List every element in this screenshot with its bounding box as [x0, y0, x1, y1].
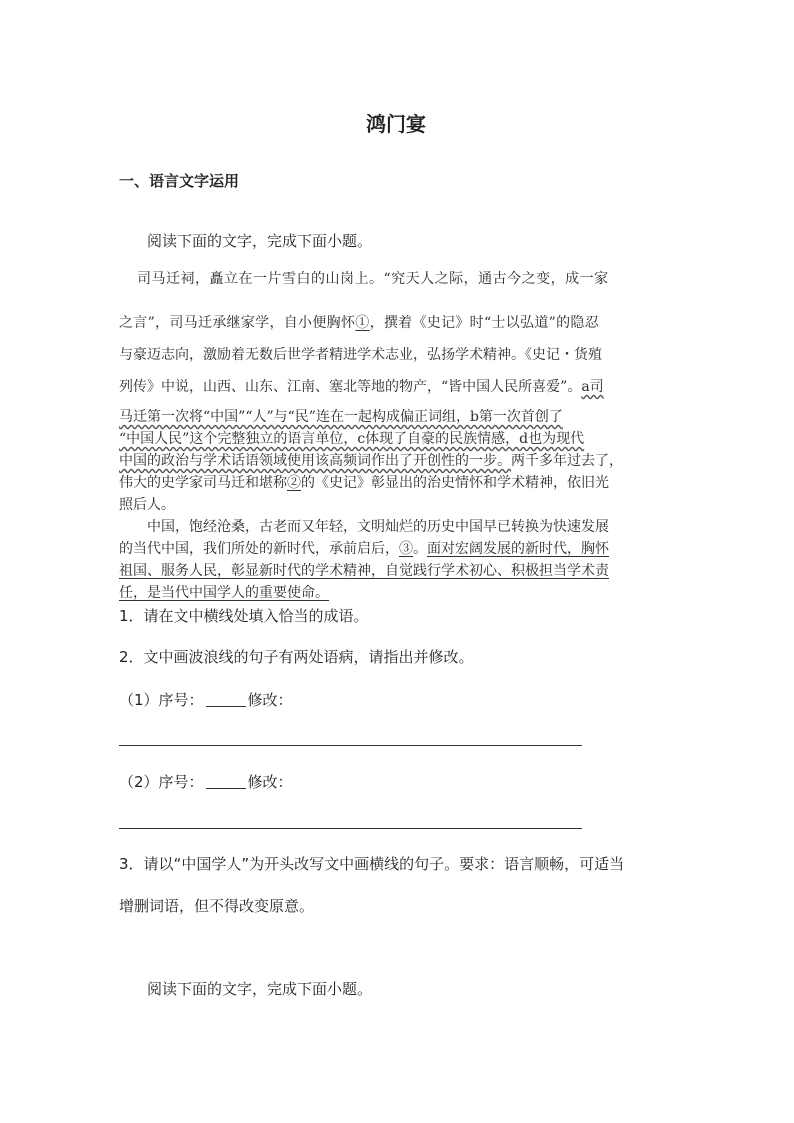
underlined-sentence: 面对宏阔发展的新时代，胸怀: [427, 541, 609, 557]
section-heading: 一、语言文字运用: [119, 172, 240, 190]
passage-text: 的《史记》彰显出的治史情怀和学术精神，依旧光: [301, 475, 609, 491]
blank-2-marker: ②: [287, 475, 301, 491]
passage-line-10: 中国，饱经沧桑，古老而又年轻，文明灿烂的历史中国早已转换为快速发展: [147, 519, 609, 535]
blank-1-marker: ①: [355, 315, 370, 331]
passage-line-6-wavy: “中国人民”这个完整独立的语言单位，c体现了自豪的民族情感，d也为现代: [119, 431, 585, 447]
serial-answer-blank-1[interactable]: [206, 691, 246, 707]
wavy-sentence: a司: [581, 379, 604, 395]
passage-text: 列传》中说，山西、山东、江南、塞北等地的物产，“皆中国人民所喜爱”。: [119, 379, 582, 395]
passage-line-11: [119, 538, 609, 558]
passage-line-13-underlined: 任，是当代中国学人的重要使命。: [119, 585, 329, 601]
passage-text: 伟大的史学家司马迁和堪称: [119, 475, 287, 491]
reading-instruction-2: 阅读下面的文字，完成下面小题。: [147, 980, 373, 998]
modify-label: 修改：: [247, 691, 293, 709]
passage-text: 。: [413, 541, 427, 557]
question-1: 1．请在文中横线处填入恰当的成语。: [119, 607, 369, 625]
question-3-line-2: 增删词语，但不得改变原意。: [119, 897, 315, 915]
passage-text: ，撰着《史记》时“士以弘道”的隐忍: [369, 315, 599, 331]
q2-item-1: [119, 689, 293, 710]
q2-item-2: [119, 771, 293, 792]
passage-line-7: [119, 450, 623, 470]
passage-line-4: [119, 376, 604, 396]
passage-line-9: 照后人。: [119, 497, 175, 513]
passage-text: 的当代中国，我们所处的新时代，承前启后，: [119, 541, 399, 557]
reading-instruction-1: 阅读下面的文字，完成下面小题。: [147, 232, 373, 250]
page-title: 鸿门宴: [366, 112, 426, 136]
answer-line-2[interactable]: [119, 828, 582, 829]
passage-text: 之言”，司马迁承继家学，自小便胸怀: [119, 315, 356, 331]
serial-label: （2）序号：: [119, 773, 204, 791]
answer-line-1[interactable]: [119, 745, 582, 746]
serial-label: （1）序号：: [119, 691, 204, 709]
serial-answer-blank-2[interactable]: [206, 773, 246, 789]
passage-line-2: [119, 312, 599, 332]
blank-3-marker: ③: [399, 541, 413, 557]
passage-line-1: 司马迁祠，矗立在一片雪白的山岗上。“究天人之际，通古今之变，成一家: [137, 271, 609, 287]
passage-line-3: 与豪迈志向，激励着无数后世学者精进学术志业，弘扬学术精神。《史记・货殖: [119, 347, 602, 363]
question-2: 2．文中画波浪线的句子有两处语病，请指出并修改。: [119, 648, 474, 666]
modify-label: 修改：: [247, 773, 293, 791]
question-3-line-1: 3．请以“中国学人”为开头改写文中画横线的句子。要求：语言顺畅，可适当: [119, 855, 625, 873]
passage-text: 两千多年过去了，: [511, 453, 623, 469]
passage-line-5-wavy: 马迁第一次将“中国”“人”与“民”连在一起构成偏正词组，b第一次首创了: [119, 409, 563, 425]
passage-line-12-underlined: 祖国、服务人民，彰显新时代的学术精神，自觉践行学术初心、积极担当学术责: [119, 563, 609, 579]
reading-passage: [119, 268, 675, 601]
wavy-sentence-end: 中国的政治与学术话语领域使用该高频词作出了开创性的一步。: [119, 453, 511, 469]
passage-line-8: [119, 472, 609, 492]
